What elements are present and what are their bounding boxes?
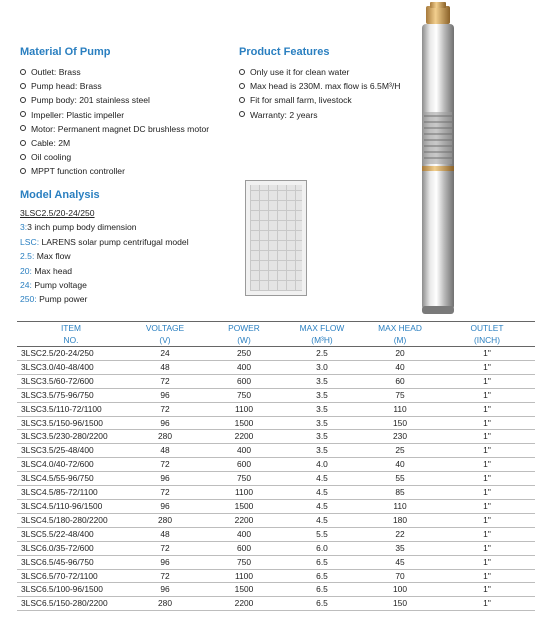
table-cell: 22 <box>361 527 439 541</box>
table-header-row <box>17 322 535 335</box>
table-cell: 600 <box>205 541 283 555</box>
list-item-text: Motor: Permanent magnet DC brushless motor <box>31 123 210 134</box>
column-header: MAX HEAD <box>361 322 439 335</box>
table-row <box>17 555 535 569</box>
table-cell: 48 <box>125 444 205 458</box>
table-cell: 3LSC2.5/20-24/250 <box>17 347 125 361</box>
table-cell: 3.5 <box>283 430 361 444</box>
table-cell: 1" <box>439 402 535 416</box>
table-cell: 25 <box>361 444 439 458</box>
table-row <box>17 360 535 374</box>
analysis-line <box>20 235 189 249</box>
table-cell: 70 <box>361 569 439 583</box>
table-cell: 3LSC4.5/85-72/1100 <box>17 486 125 500</box>
list-item <box>20 164 209 178</box>
list-item <box>20 108 209 122</box>
list-item-text: Only use it for clean water <box>250 67 350 77</box>
table-cell: 1" <box>439 388 535 402</box>
table-cell: 1" <box>439 541 535 555</box>
list-item <box>20 93 209 107</box>
table-cell: 2200 <box>205 597 283 611</box>
table-row <box>17 430 535 444</box>
analysis-key: 250: <box>20 294 37 305</box>
analysis-lines <box>20 220 189 306</box>
list-item <box>20 65 209 79</box>
table-cell: 96 <box>125 388 205 402</box>
table-body <box>17 347 535 611</box>
bullet-circle-icon <box>20 97 26 103</box>
analysis-text: Pump power <box>36 294 88 305</box>
table-row <box>17 416 535 430</box>
analysis-key: LSC: <box>20 236 40 247</box>
column-header: ITEM <box>17 322 125 335</box>
table-cell: 110 <box>361 402 439 416</box>
table-cell: 400 <box>205 527 283 541</box>
table-cell: 3LSC6.5/100-96/1500 <box>17 583 125 597</box>
material-list <box>20 65 209 179</box>
table-cell: 75 <box>361 388 439 402</box>
analysis-line <box>20 220 189 234</box>
table-cell: 24 <box>125 347 205 361</box>
table-cell: 72 <box>125 458 205 472</box>
table-cell: 250 <box>205 347 283 361</box>
list-item <box>20 136 209 150</box>
table-cell: 1500 <box>205 583 283 597</box>
bullet-circle-icon <box>20 69 26 75</box>
table-cell: 1" <box>439 527 535 541</box>
table-cell: 72 <box>125 486 205 500</box>
table-cell: 3LSC3.5/25-48/400 <box>17 444 125 458</box>
features-title: Product Features <box>239 46 330 58</box>
table-cell: 1500 <box>205 416 283 430</box>
column-header: MAX FLOW <box>283 322 361 335</box>
table-row <box>17 569 535 583</box>
analysis-line <box>20 278 189 292</box>
table-cell: 1" <box>439 597 535 611</box>
model-code: 3LSC2.5/20-24/250 <box>20 208 95 218</box>
table-cell: 6.5 <box>283 583 361 597</box>
table-cell: 1" <box>439 555 535 569</box>
table-cell: 750 <box>205 472 283 486</box>
column-header: POWER <box>205 322 283 335</box>
column-unit: (V) <box>125 334 205 347</box>
table-cell: 3.5 <box>283 416 361 430</box>
list-item-text: Warranty: 2 years <box>250 109 318 120</box>
analysis-text: Max head <box>31 265 73 276</box>
table-cell: 1" <box>439 513 535 527</box>
bullet-circle-icon <box>239 111 245 117</box>
table-cell: 1" <box>439 360 535 374</box>
table-row <box>17 444 535 458</box>
table-cell: 4.0 <box>283 458 361 472</box>
bullet-circle-icon <box>20 140 26 146</box>
table-cell: 3LSC6.5/150-280/2200 <box>17 597 125 611</box>
table-cell: 1100 <box>205 486 283 500</box>
list-item <box>20 79 209 93</box>
table-cell: 3.5 <box>283 444 361 458</box>
list-item <box>239 108 400 122</box>
list-item-text: Max head is 230M. max flow is 6.5M³/H <box>250 81 401 92</box>
list-item-text: Fit for small farm, livestock <box>250 95 352 106</box>
table-row <box>17 374 535 388</box>
table-cell: 750 <box>205 555 283 569</box>
table-cell: 150 <box>361 597 439 611</box>
analysis-key: 24: <box>20 279 32 290</box>
table-cell: 3LSC6.5/45-96/750 <box>17 555 125 569</box>
table-cell: 400 <box>205 444 283 458</box>
bullet-circle-icon <box>239 83 245 89</box>
table-cell: 6.5 <box>283 569 361 583</box>
list-item-text: Pump head: Brass <box>31 81 102 92</box>
table-cell: 150 <box>361 416 439 430</box>
table-row <box>17 472 535 486</box>
table-row <box>17 458 535 472</box>
table-cell: 3.5 <box>283 374 361 388</box>
analysis-text: 3 inch pump body dimension <box>27 222 137 233</box>
column-header: VOLTAGE <box>125 322 205 335</box>
table-cell: 1100 <box>205 402 283 416</box>
table-row <box>17 541 535 555</box>
analysis-line <box>20 292 189 306</box>
table-cell: 85 <box>361 486 439 500</box>
list-item <box>239 65 400 79</box>
table-row <box>17 499 535 513</box>
analysis-text: Max flow <box>34 251 71 262</box>
table-cell: 96 <box>125 499 205 513</box>
table-cell: 3.5 <box>283 402 361 416</box>
table-cell: 100 <box>361 583 439 597</box>
list-item-text: Pump body: 201 stainless steel <box>31 95 150 106</box>
table-row <box>17 527 535 541</box>
table-cell: 3LSC3.5/230-280/2200 <box>17 430 125 444</box>
table-cell: 4.5 <box>283 472 361 486</box>
table-cell: 1" <box>439 416 535 430</box>
table-cell: 3LSC4.5/110-96/1500 <box>17 499 125 513</box>
table-cell: 230 <box>361 430 439 444</box>
table-cell: 1" <box>439 347 535 361</box>
table-row <box>17 597 535 611</box>
analysis-line <box>20 264 189 278</box>
table-cell: 3LSC3.5/110-72/1100 <box>17 402 125 416</box>
bullet-circle-icon <box>20 125 26 131</box>
list-item-text: Oil cooling <box>31 152 72 163</box>
table-cell: 3LSC5.5/22-48/400 <box>17 527 125 541</box>
table-cell: 48 <box>125 527 205 541</box>
table-cell: 96 <box>125 555 205 569</box>
table-cell: 280 <box>125 597 205 611</box>
table-cell: 400 <box>205 360 283 374</box>
column-unit: (M) <box>361 334 439 347</box>
table-header-units-row <box>17 334 535 347</box>
bullet-circle-icon <box>239 69 245 75</box>
column-unit: (INCH) <box>439 334 535 347</box>
table-cell: 1" <box>439 374 535 388</box>
analysis-title: Model Analysis <box>20 189 100 201</box>
table-cell: 1100 <box>205 569 283 583</box>
table-cell: 2.5 <box>283 347 361 361</box>
table-cell: 1" <box>439 472 535 486</box>
table-cell: 45 <box>361 555 439 569</box>
material-title: Material Of Pump <box>20 46 111 58</box>
bullet-circle-icon <box>239 97 245 103</box>
list-item-text: MPPT function controller <box>31 166 125 177</box>
list-item <box>20 122 209 136</box>
table-cell: 96 <box>125 416 205 430</box>
table-cell: 3LSC3.5/75-96/750 <box>17 388 125 402</box>
table-cell: 40 <box>361 458 439 472</box>
table-cell: 1" <box>439 499 535 513</box>
table-cell: 35 <box>361 541 439 555</box>
list-item-text: Outlet: Brass <box>31 67 81 77</box>
table-row <box>17 486 535 500</box>
table-cell: 72 <box>125 374 205 388</box>
table-cell: 72 <box>125 569 205 583</box>
column-unit: (W) <box>205 334 283 347</box>
analysis-key: 3: <box>20 222 28 233</box>
table-cell: 3LSC6.0/35-72/600 <box>17 541 125 555</box>
table-row <box>17 347 535 361</box>
column-unit: (M³H) <box>283 334 361 347</box>
submersible-pump-image <box>408 0 468 318</box>
list-item <box>20 150 209 164</box>
table-cell: 3LSC4.5/55-96/750 <box>17 472 125 486</box>
table-row <box>17 583 535 597</box>
table-cell: 750 <box>205 388 283 402</box>
bullet-circle-icon <box>20 83 26 89</box>
column-unit: NO. <box>17 334 125 347</box>
table-cell: 1" <box>439 583 535 597</box>
column-header: OUTLET <box>439 322 535 335</box>
table-cell: 1" <box>439 486 535 500</box>
table-cell: 5.5 <box>283 527 361 541</box>
analysis-line <box>20 249 189 263</box>
table-cell: 20 <box>361 347 439 361</box>
bullet-circle-icon <box>20 111 26 117</box>
table-cell: 40 <box>361 360 439 374</box>
table-cell: 96 <box>125 583 205 597</box>
table-cell: 48 <box>125 360 205 374</box>
table-cell: 180 <box>361 513 439 527</box>
table-cell: 72 <box>125 541 205 555</box>
table-cell: 3LSC3.0/40-48/400 <box>17 360 125 374</box>
table-cell: 4.5 <box>283 499 361 513</box>
analysis-text: Pump voltage <box>31 279 87 290</box>
bullet-circle-icon <box>20 168 26 174</box>
table-cell: 600 <box>205 458 283 472</box>
table-cell: 3.5 <box>283 388 361 402</box>
table-cell: 3LSC4.0/40-72/600 <box>17 458 125 472</box>
table-cell: 1" <box>439 569 535 583</box>
table-cell: 3.0 <box>283 360 361 374</box>
table-cell: 6.5 <box>283 597 361 611</box>
table-cell: 6.0 <box>283 541 361 555</box>
features-list <box>239 65 400 122</box>
spec-table <box>17 321 535 611</box>
table-cell: 1" <box>439 458 535 472</box>
list-item-text: Cable: 2M <box>31 137 71 148</box>
table-cell: 96 <box>125 472 205 486</box>
bullet-circle-icon <box>20 154 26 160</box>
table-row <box>17 513 535 527</box>
table-cell: 55 <box>361 472 439 486</box>
list-item <box>239 79 400 93</box>
table-cell: 280 <box>125 513 205 527</box>
table-cell: 2200 <box>205 513 283 527</box>
table-cell: 72 <box>125 402 205 416</box>
table-row <box>17 402 535 416</box>
table-cell: 3LSC3.5/60-72/600 <box>17 374 125 388</box>
table-cell: 3LSC6.5/70-72/1100 <box>17 569 125 583</box>
table-cell: 280 <box>125 430 205 444</box>
table-cell: 1500 <box>205 499 283 513</box>
table-cell: 3LSC4.5/180-280/2200 <box>17 513 125 527</box>
analysis-key: 20: <box>20 265 32 276</box>
table-row <box>17 388 535 402</box>
table-cell: 110 <box>361 499 439 513</box>
table-cell: 4.5 <box>283 486 361 500</box>
list-item-text: Impeller: Plastic impeller <box>31 109 125 120</box>
table-cell: 3LSC3.5/150-96/1500 <box>17 416 125 430</box>
table-cell: 1" <box>439 430 535 444</box>
table-cell: 6.5 <box>283 555 361 569</box>
table-cell: 1" <box>439 444 535 458</box>
solar-panel-image <box>245 180 307 296</box>
analysis-text: LARENS solar pump centrifugal model <box>39 236 189 247</box>
model-analysis <box>20 206 189 307</box>
solar-panel-cells <box>250 185 302 291</box>
analysis-key: 2.5: <box>20 251 35 262</box>
table-cell: 600 <box>205 374 283 388</box>
table-cell: 60 <box>361 374 439 388</box>
table-cell: 4.5 <box>283 513 361 527</box>
list-item <box>239 93 400 107</box>
table-cell: 2200 <box>205 430 283 444</box>
